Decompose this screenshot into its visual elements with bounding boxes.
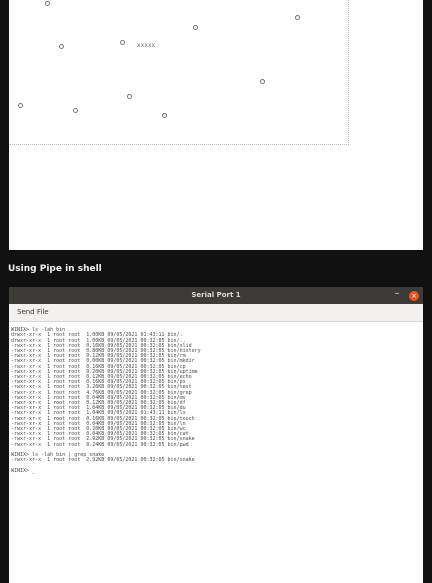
- food-pellet: [45, 1, 50, 6]
- terminal-line: -rwxr-xr-x 1 root root 2.92KB 09/05/2021 00:32:05 bin/snake: [11, 457, 195, 464]
- terminal-line: WINIX> _: [11, 467, 36, 474]
- food-pellet: [260, 79, 265, 84]
- food-pellet: [295, 15, 300, 20]
- terminal-line: -rwxr-xr-x 1 root root 0.04KB 09/05/2021 00:32:05 bin/cat: [11, 431, 189, 438]
- terminal-line: WINIX> ls -lah bin | grep snake: [11, 452, 105, 459]
- terminal-line: -rwxr-xr-x 1 root root 0.12KB 09/05/2021 00:32:05 bin/rm: [11, 353, 186, 360]
- food-pellet: [18, 103, 23, 108]
- terminal-line: -rwxr-xr-x 1 root root 0.00KB 09/05/2021 00:32:05 bin/mkdir: [11, 358, 195, 365]
- terminal-line: drwxr-xr-x 1 root root 1.00KB 09/05/2021 01:43:11 bin/.: [11, 332, 183, 339]
- terminal-output[interactable]: [11, 323, 421, 581]
- terminal-line: drwxr-xr-x 1 root root 1.00KB 09/05/2021 00:32:05 bin/..: [11, 337, 186, 344]
- terminal-line: -rwxr-xr-x 1 root root 0.04KB 09/05/2021 00:32:05 bin/mv: [11, 394, 186, 401]
- window-title: Serial Port 1: [191, 291, 241, 299]
- terminal-line: -rwxr-xr-x 1 root root 0.04KB 09/05/2021 00:32:05 bin/ln: [11, 420, 186, 427]
- terminal-line: -rwxr-xr-x 1 root root 0.16KB 09/05/2021 00:32:05 bin/slid: [11, 342, 192, 349]
- minimize-icon[interactable]: –: [394, 288, 400, 299]
- food-pellet: [162, 113, 167, 118]
- food-pellet: [59, 44, 64, 49]
- food-pellet: [193, 25, 198, 30]
- window-titlebar[interactable]: [9, 287, 423, 304]
- section-heading: Using Pipe in shell: [8, 264, 102, 274]
- toolbar: [9, 304, 423, 322]
- snake-body: xxxxx: [137, 42, 156, 49]
- terminal-line: WINIX> ls -lah bin: [11, 327, 66, 334]
- terminal-line: -rwxr-xr-x 1 root root 0.24KB 09/05/2021 00:32:05 bin/pwd: [11, 441, 189, 448]
- terminal-line: -rwxr-xr-x 1 root root 3.26KB 09/05/2021 00:32:05 bin/test: [11, 384, 192, 391]
- close-icon[interactable]: ×: [409, 291, 419, 301]
- terminal-line: -rwxr-xr-x 1 root root 0.16KB 09/05/2021 00:32:05 bin/touch: [11, 415, 195, 422]
- game-screenshot: [9, 0, 423, 250]
- serial-port-window: [9, 287, 423, 583]
- game-board: [9, 0, 349, 145]
- terminal-line: -rwxr-xr-x 1 root root 0.20KB 09/05/2021 00:32:05 bin/wc: [11, 426, 186, 433]
- terminal-line: -rwxr-xr-x 1 root root 0.16KB 09/05/2021 00:32:05 bin/ps: [11, 379, 186, 386]
- food-pellet: [73, 108, 78, 113]
- terminal-line: -rwxr-xr-x 1 root root 0.16KB 09/05/2021 00:32:05 bin/cp: [11, 363, 186, 370]
- terminal-line: -rwxr-xr-x 1 root root 0.12KB 09/05/2021 00:32:05 bin/df: [11, 400, 186, 407]
- terminal-line: -rwxr-xr-x 1 root root 2.92KB 09/05/2021 00:32:05 bin/snake: [11, 436, 195, 443]
- send-file-button[interactable]: Send File: [17, 308, 49, 316]
- terminal-line: -rwxr-xr-x 1 root root 0.20KB 09/05/2021 00:32:05 bin/uptime: [11, 368, 198, 375]
- terminal-line: -rwxr-xr-x 1 root root 1.04KB 09/05/2021 00:32:05 bin/du: [11, 405, 186, 412]
- terminal-line: -rwxr-xr-x 1 root root 1.04KB 09/05/2021 01:43:11 bin/ls: [11, 410, 186, 417]
- terminal-line: -rwxr-xr-x 1 root root 4.76KB 09/05/2021 00:32:05 bin/grep: [11, 389, 192, 396]
- food-pellet: [127, 94, 132, 99]
- terminal-line: -rwxr-xr-x 1 root root 0.12KB 09/05/2021 00:32:05 bin/echo: [11, 374, 192, 381]
- terminal-line: -rwxr-xr-x 1 root root 0.80KB 09/05/2021 00:32:05 bin/history: [11, 348, 201, 355]
- food-pellet: [120, 40, 125, 45]
